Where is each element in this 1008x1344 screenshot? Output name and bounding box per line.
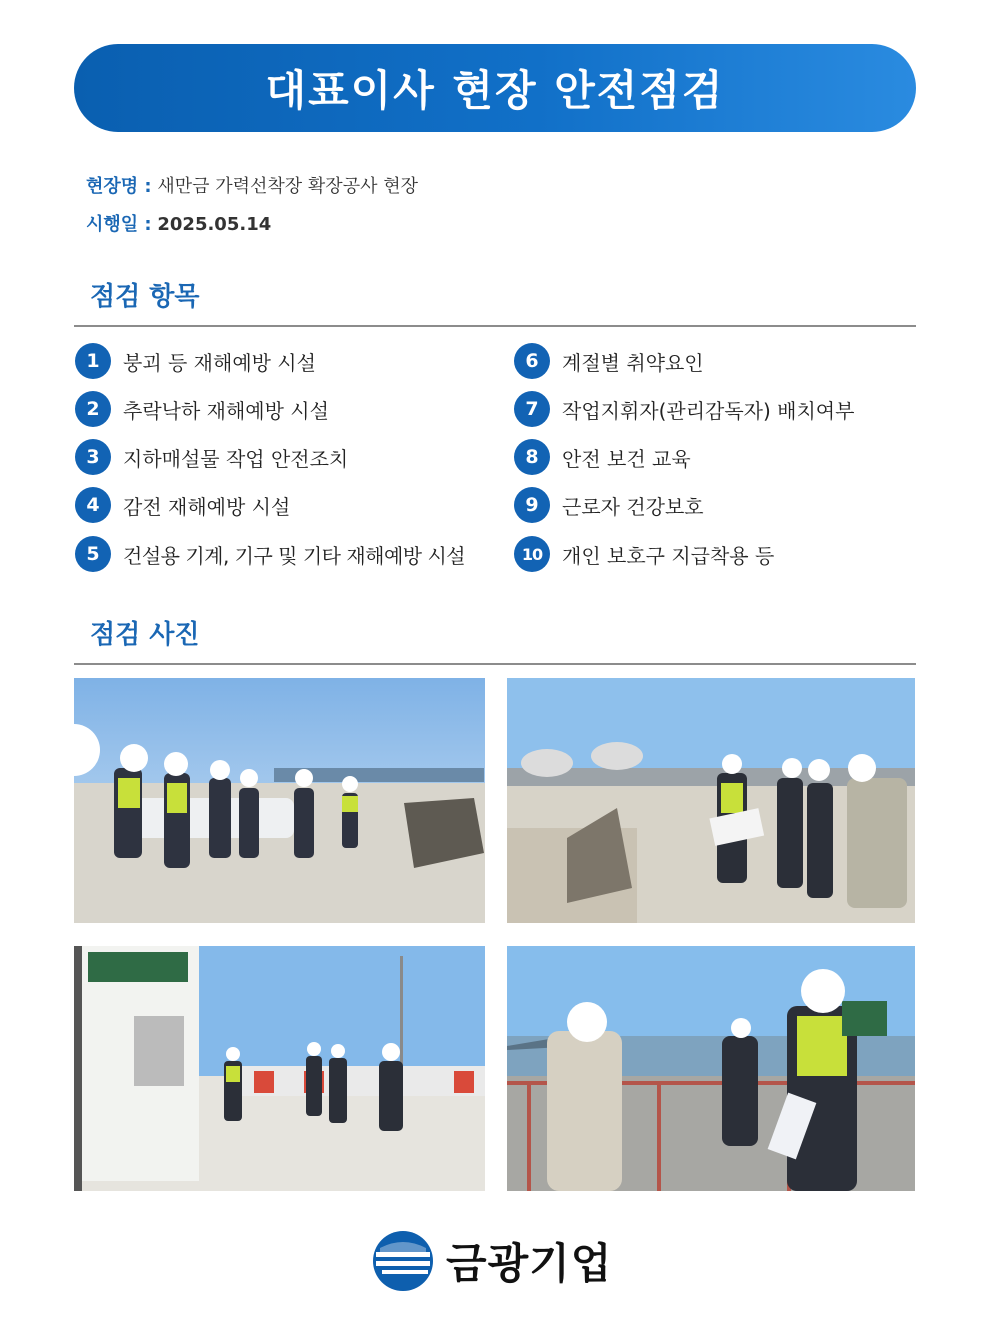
site-value: 새만금 가력선착장 확장공사 현장	[157, 176, 418, 197]
inspection-item	[75, 391, 329, 427]
item-label: 붕괴 등 재해예방 시설	[123, 350, 316, 375]
inspection-photo-3	[74, 946, 485, 1191]
item-number-badge: 7	[514, 391, 550, 427]
item-number-badge: 3	[75, 439, 111, 475]
inspection-item	[514, 439, 691, 475]
site-info	[86, 172, 418, 198]
item-label: 개인 보호구 지급착용 등	[562, 543, 775, 568]
item-number-badge: 4	[75, 487, 111, 523]
item-label: 계절별 취약요인	[562, 350, 704, 375]
inspection-photo-1	[74, 678, 485, 923]
company-name: 금광기업	[446, 1239, 613, 1288]
item-label: 건설용 기계, 기구 및 기타 재해예방 시설	[123, 543, 466, 568]
company-logo	[372, 1228, 642, 1294]
item-label: 감전 재해예방 시설	[123, 494, 291, 519]
item-number-badge: 8	[514, 439, 550, 475]
inspection-item	[514, 343, 704, 379]
inspection-item	[75, 487, 290, 523]
inspection-item	[514, 536, 774, 572]
divider	[74, 663, 916, 665]
item-number-badge: 10	[514, 536, 550, 572]
page-title: 대표이사 현장 안전점검	[265, 66, 725, 115]
inspection-item	[75, 439, 348, 475]
item-number-badge: 6	[514, 343, 550, 379]
divider	[74, 325, 916, 327]
inspection-items-heading: 점검 항목	[90, 282, 200, 312]
item-number-badge: 5	[75, 536, 111, 572]
date-value: 2025.05.14	[157, 214, 272, 235]
inspection-photos-heading: 점검 사진	[90, 620, 200, 650]
inspection-item	[75, 343, 316, 379]
date-info	[86, 210, 271, 236]
inspection-photo-4	[507, 946, 915, 1191]
site-label: 현장명 :	[86, 176, 152, 197]
inspection-item	[514, 391, 854, 427]
item-number-badge: 2	[75, 391, 111, 427]
company-logo-icon	[372, 1230, 434, 1292]
item-label: 근로자 건강보호	[562, 494, 704, 519]
title-banner	[74, 44, 916, 132]
item-number-badge: 9	[514, 487, 550, 523]
date-label: 시행일 :	[86, 214, 152, 235]
item-label: 안전 보건 교육	[562, 446, 691, 471]
inspection-item	[514, 487, 704, 523]
inspection-item	[75, 536, 465, 572]
item-label: 작업지휘자(관리감독자) 배치여부	[562, 398, 855, 423]
item-label: 지하매설물 작업 안전조치	[123, 446, 349, 471]
item-number-badge: 1	[75, 343, 111, 379]
item-label: 추락낙하 재해예방 시설	[123, 398, 329, 423]
inspection-photo-2	[507, 678, 915, 923]
